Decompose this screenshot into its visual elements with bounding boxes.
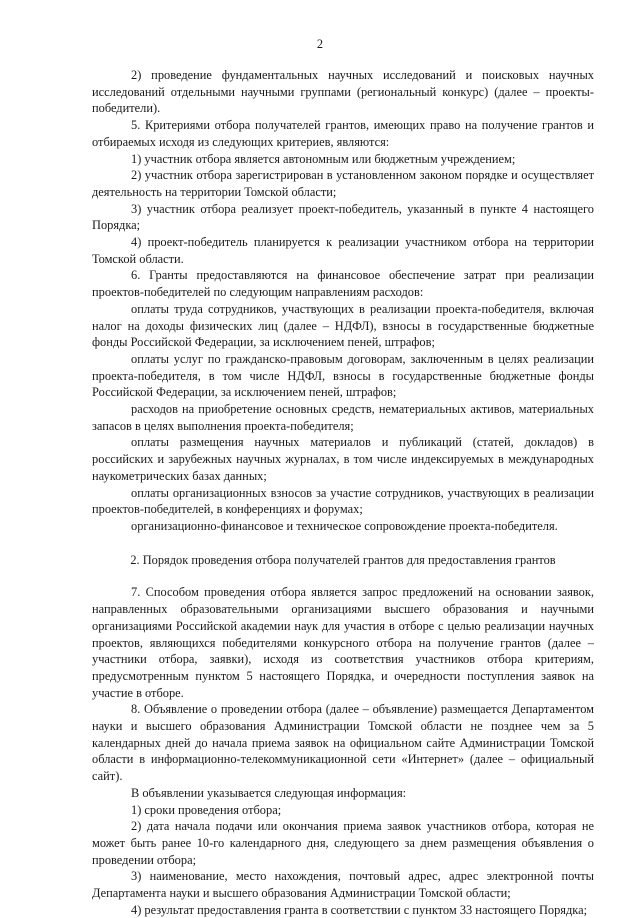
paragraph: 4) результат предоставления гранта в соответствии с пунктом 33 настоящего Порядка;	[131, 902, 588, 917]
paragraph: 8. Объявление о проведении отбора (далее – объявление) размещается Департаментом науки и высшего образования Администрации Томской области не позднее чем за 5 календарных дней до начала приема заявок на официальном сайте Администрации Томской области в информационно-телекоммуникационной сети «Интернет» (далее – официальный сайт).	[92, 702, 594, 784]
paragraph: 4) проект-победитель планируется к реализации участником отбора на территории Томской области.	[92, 235, 594, 266]
paragraph: 1) сроки проведения отбора;	[131, 802, 282, 817]
paragraph: 2) дата начала подачи или окончания приема заявок участников отбора, которая не может быть ранее 10-го календарного дня, следующего за днем размещения объявления о проведении отбора;	[92, 819, 594, 867]
paragraph: 2) проведение фундаментальных научных исследований и поисковых научных исследований отдельными научными группами (региональный конкурс) (далее – проекты-победители).	[92, 68, 594, 116]
paragraph: 3) наименование, место нахождения, почтовый адрес, адрес электронной почты Департамента науки и высшего образования Администрации Томской области;	[92, 869, 594, 901]
paragraph: 5. Критериями отбора получателей грантов, имеющих право на получение грантов и отбираемых исходя из следующих критериев, являются:	[92, 118, 594, 149]
paragraph: 6. Гранты предоставляются на финансовое обеспечение затрат при реализации проектов-победителей по следующим направлениям расходов:	[92, 268, 594, 300]
paragraph: оплаты размещения научных материалов и публикаций (статей, докладов) в российских и зарубежных научных журналах, в том числе индексируемых в международных наукометрических базах данных;	[92, 435, 594, 483]
paragraph: организационно-финансовое и техническое сопровождение проекта-победителя.	[131, 518, 558, 533]
paragraph: оплаты услуг по гражданско-правовым договорам, заключенным в целях реализации проекта-победителя, в том числе НДФЛ, взносы в государственные бюджетные фонды Российской Федерации, за исключением пеней, штрафов;	[92, 351, 594, 400]
paragraph: оплаты труда сотрудников, участвующих в реализации проекта-победителя, включая налог на доходы физических лиц (далее – НДФЛ), взносы в государственные бюджетные фонды Российской Федерации, за исключением пеней, штрафов;	[92, 301, 594, 350]
page-number: 2	[316, 37, 324, 51]
paragraph: 1) участник отбора является автономным или бюджетным учреждением;	[131, 151, 516, 166]
paragraph: 2) участник отбора зарегистрирован в установленном законом порядке и осуществляет деятельность на территории Томской области;	[92, 168, 594, 199]
paragraph: расходов на приобретение основных средств, нематериальных активов, материальных запасов в целях выполнения проекта-победителя;	[92, 402, 594, 433]
paragraph: 3) участник отбора реализует проект-победитель, указанный в пункте 4 настоящего Порядка;	[92, 201, 594, 233]
section-heading: 2. Порядок проведения отбора получателей грантов для предоставления грантов	[130, 552, 556, 567]
paragraph: 7. Способом проведения отбора является запрос предложений на основании заявок, направленных образовательными организациями высшего образования и научными организациями Российской академии наук для участия в отборе с целью реализации научных проектов, являющихся победителями конкурсного отбора на получение грантов (далее – участники отбора, заявки), исходя из соответствия участников отбора критериям, предусмотренным пунктом 5 настоящего Порядка, и очередности поступления заявок на участие в отборе.	[92, 585, 594, 700]
document-body	[92, 67, 594, 918]
paragraph: оплаты организационных взносов за участие сотрудников, участвующих в реализации проектов-победителей, в конференциях и форумах;	[92, 485, 594, 517]
paragraph: В объявлении указывается следующая информация:	[131, 785, 407, 800]
